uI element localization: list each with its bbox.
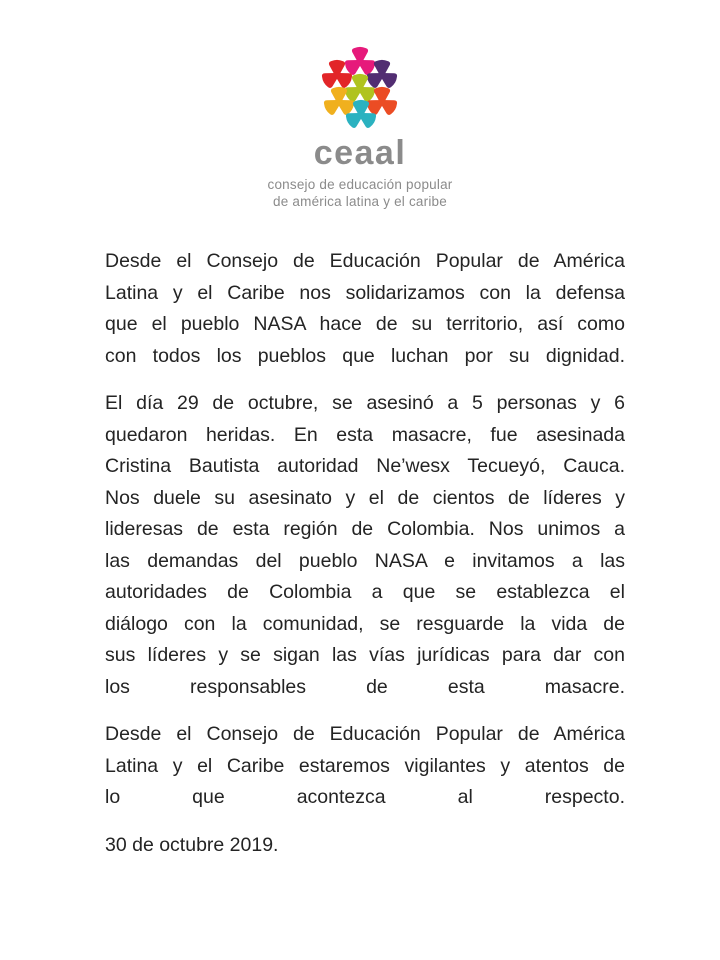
ceaal-wordmark: ceaal bbox=[313, 134, 407, 172]
paragraph-2-line-1: El día 29 de octubre, se asesinó a 5 personas y 6 bbox=[105, 392, 625, 414]
paragraph-1 bbox=[105, 246, 625, 372]
tagline-line-2: de américa latina y el caribe bbox=[273, 194, 447, 209]
date-line: 30 de octubre 2019. bbox=[105, 833, 279, 856]
statement-body bbox=[105, 246, 625, 861]
paragraph-1-line-1: Desde el Consejo de Educación Popular de América bbox=[105, 250, 625, 272]
paragraph-3-line-1: Desde el Consejo de Educación Popular de América bbox=[105, 723, 625, 745]
ceaal-logo-mark bbox=[312, 44, 408, 134]
paragraph-2-line-4: Nos duele su asesinato y el de cientos de líderes y bbox=[105, 486, 625, 509]
paragraph-2-line-10: los responsables de esta masacre. bbox=[105, 675, 625, 698]
paragraph-3-line-2: Latina y el Caribe estaremos vigilantes y atentos de bbox=[105, 754, 625, 777]
paragraph-3 bbox=[105, 719, 625, 814]
paragraph-2-line-8: diálogo con la comunidad, se resguarde la vida de bbox=[105, 612, 625, 635]
paragraph-2-line-5: lideresas de esta región de Colombia. Nos unimos a bbox=[105, 518, 625, 540]
paragraph-2 bbox=[105, 388, 625, 703]
paragraph-1-line-4: con todos los pueblos que luchan por su dignidad. bbox=[105, 344, 625, 367]
paragraph-2-line-9: sus líderes y se sigan las vías jurídicas para dar con bbox=[105, 644, 625, 666]
logo-blade-pink-icon bbox=[343, 47, 377, 77]
ceaal-tagline bbox=[0, 176, 720, 210]
paragraph-1-line-2: Latina y el Caribe nos solidarizamos con la defensa bbox=[105, 281, 625, 304]
paragraph-2-line-2: quedaron heridas. En esta masacre, fue asesinada bbox=[105, 423, 625, 446]
paragraph-1-line-3: que el pueblo NASA hace de su territorio, así como bbox=[105, 313, 625, 335]
paragraph-3-line-3: lo que acontezca al respecto. bbox=[105, 786, 625, 808]
paragraph-2-line-3: Cristina Bautista autoridad Ne’wesx Tecueyó, Cauca. bbox=[105, 455, 625, 477]
tagline-line-1: consejo de educación popular bbox=[267, 177, 453, 192]
ceaal-logo-block bbox=[0, 44, 720, 210]
paragraph-2-line-7: autoridades de Colombia a que se establezca el bbox=[105, 581, 625, 603]
paragraph-2-line-6: las demandas del pueblo NASA e invitamos a las bbox=[105, 549, 625, 572]
